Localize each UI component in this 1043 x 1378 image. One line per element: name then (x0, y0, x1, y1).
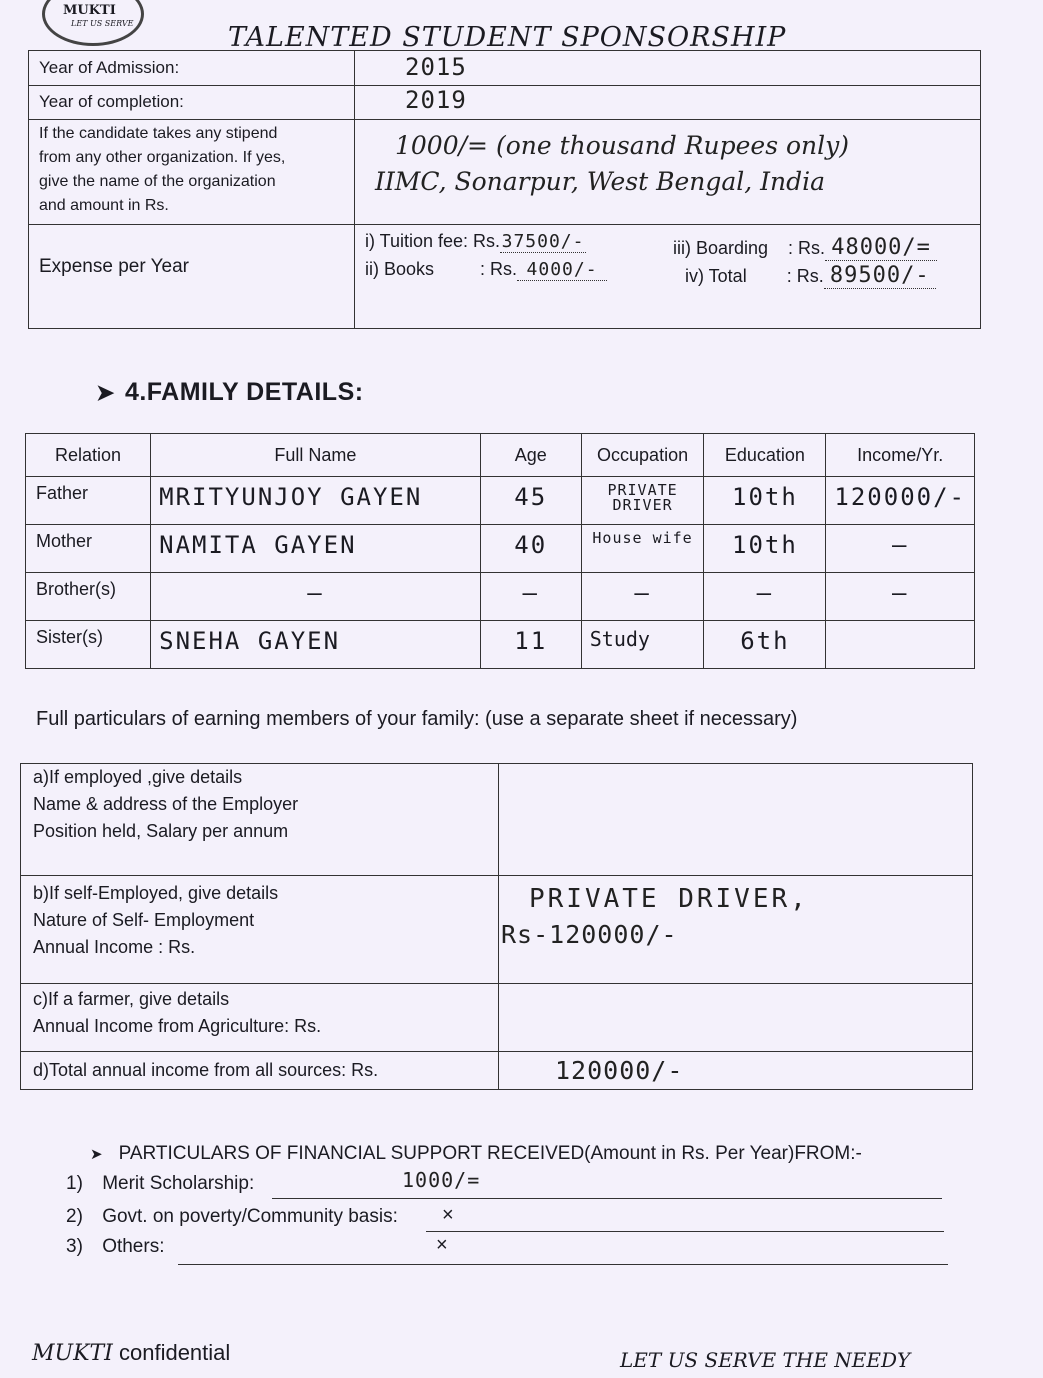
item-number: 2) (66, 1206, 83, 1227)
total-label: iv) Total (685, 266, 747, 286)
occupation-cell: Study (581, 621, 704, 669)
self-employed-label-line: Nature of Self- Employment (33, 910, 255, 930)
stipend-label-line: from any other organization. If yes, (39, 149, 286, 166)
self-employed-nature-value: PRIVATE DRIVER, (529, 884, 809, 914)
others-line (178, 1264, 948, 1265)
total-income-label-cell (21, 1052, 499, 1090)
total-income-value-cell (499, 1052, 973, 1090)
relation-cell: Brother(s) (26, 573, 151, 621)
family-details-heading (96, 378, 364, 407)
boarding-label: iii) Boarding (673, 238, 769, 258)
table-row (26, 621, 975, 669)
table-row (26, 573, 975, 621)
self-employed-income-value: Rs-120000/- (501, 920, 678, 949)
tuition-value: 37500/- (501, 231, 585, 252)
name-cell: SNEHA GAYEN (151, 621, 481, 669)
col-header-age: Age (480, 434, 581, 477)
completion-label: Year of completion: (39, 92, 184, 111)
document-title: TALENTED STUDENT SPONSORSHIP (228, 22, 787, 53)
education-cell: 10th (704, 525, 826, 573)
sponsorship-table (28, 50, 981, 329)
total-prefix: : Rs. (786, 266, 824, 286)
earning-members-caption: Full particulars of earning members of your family: (use a separate sheet if necessary) (36, 708, 798, 730)
farmer-label-cell (21, 984, 499, 1052)
financial-support-heading (90, 1143, 862, 1165)
occupation-cell: — (581, 573, 704, 621)
table-row (26, 477, 975, 525)
footer-confidential-text: confidential (112, 1340, 231, 1365)
age-cell: — (480, 573, 581, 621)
tuition-line (365, 231, 586, 253)
boarding-prefix: : Rs. (788, 238, 826, 258)
table-row (26, 525, 975, 573)
age-cell: 11 (480, 621, 581, 669)
self-employed-label-line: Annual Income : Rs. (33, 937, 196, 957)
boarding-value: 48000/= (825, 235, 937, 261)
col-header-relation: Relation (26, 434, 151, 477)
footer-confidential (32, 1340, 230, 1366)
item-label: Others: (102, 1236, 165, 1257)
relation-cell: Father (26, 477, 151, 525)
farmer-label-line: c)If a farmer, give details (33, 989, 230, 1009)
farmer-label-line: Annual Income from Agriculture: Rs. (33, 1016, 322, 1036)
farmer-value-cell (499, 984, 973, 1052)
stipend-value-line: IIMC, Sonarpur, West Bengal, India (375, 167, 826, 196)
col-header-full-name: Full Name (151, 434, 481, 477)
col-header-occupation: Occupation (581, 434, 704, 477)
name-cell: MRITYUNJOY GAYEN (151, 477, 481, 525)
employed-label-cell (21, 764, 499, 876)
relation-cell: Mother (26, 525, 151, 573)
govt-support-row (66, 1206, 398, 1228)
books-label: ii) Books (365, 259, 435, 279)
item-number: 3) (66, 1236, 83, 1257)
total-line (685, 263, 936, 289)
income-cell (826, 621, 975, 669)
stipend-label (29, 120, 354, 224)
name-cell: NAMITA GAYEN (151, 525, 481, 573)
merit-scholarship-value: 1000/= (402, 1168, 481, 1192)
mukti-logo (42, 0, 144, 46)
age-cell: 40 (480, 525, 581, 573)
family-table (25, 433, 975, 669)
education-cell: 10th (704, 477, 826, 525)
age-cell: 45 (480, 477, 581, 525)
merit-scholarship-line (272, 1198, 942, 1199)
income-cell: 120000/- (826, 477, 975, 525)
stipend-label-line: If the candidate takes any stipend (39, 125, 278, 142)
stipend-label-line: give the name of the organization (39, 173, 276, 190)
item-label: Govt. on poverty/Community basis: (102, 1206, 398, 1227)
expense-values-cell (355, 225, 981, 329)
total-income-label: d)Total annual income from all sources: Rs. (33, 1060, 379, 1080)
stipend-label-line: and amount in Rs. (39, 197, 169, 214)
tuition-label: i) Tuition fee: Rs. (365, 231, 501, 251)
books-prefix: : Rs. (480, 259, 518, 279)
others-value: × (436, 1234, 448, 1256)
total-income-value: 120000/- (555, 1056, 684, 1085)
boarding-line (673, 235, 937, 261)
admission-value-cell (355, 51, 981, 86)
logo-tagline: LET US SERVE (71, 19, 134, 28)
expense-label: Expense per Year (39, 256, 190, 277)
family-heading-text: 4.FAMILY DETAILS: (124, 378, 364, 406)
relation-cell: Sister(s) (26, 621, 151, 669)
admission-value: 2015 (405, 53, 467, 81)
employed-value-cell (499, 764, 973, 876)
completion-value: 2019 (405, 86, 467, 114)
earning-table (20, 763, 973, 1090)
total-value: 89500/- (824, 263, 936, 289)
arrow-bullet-icon: ➤ (96, 380, 115, 405)
expense-label-cell (29, 225, 355, 329)
item-label: Merit Scholarship: (102, 1173, 255, 1194)
books-line (365, 259, 607, 281)
name-cell: — (151, 573, 481, 621)
stipend-value-cell (355, 120, 981, 225)
admission-label: Year of Admission: (39, 58, 180, 77)
income-cell: — (826, 525, 975, 573)
item-number: 1) (66, 1173, 83, 1194)
education-cell: 6th (704, 621, 826, 669)
income-cell: — (826, 573, 975, 621)
stipend-label-cell (29, 120, 355, 225)
occupation-cell: House wife (581, 525, 704, 573)
employed-label-line: Name & address of the Employer (33, 794, 299, 814)
education-cell: — (704, 573, 826, 621)
books-value: 4000/- (517, 259, 607, 281)
arrow-bullet-icon: ➤ (90, 1146, 103, 1163)
completion-value-cell (355, 86, 981, 120)
stipend-value-line: 1000/= (one thousand Rupees only) (395, 131, 849, 160)
col-header-income: Income/Yr. (826, 434, 975, 477)
footer-brand: MUKTI (32, 1341, 113, 1366)
admission-label-cell (29, 51, 355, 86)
merit-scholarship-row (66, 1173, 254, 1195)
financial-heading-text: PARTICULARS OF FINANCIAL SUPPORT RECEIVED(Amount in Rs. Per Year)FROM:- (118, 1143, 862, 1164)
self-employed-label-cell (21, 876, 499, 984)
employed-label-line: Position held, Salary per annum (33, 821, 289, 841)
govt-support-value: × (442, 1204, 454, 1226)
occupation-cell: PRIVATE DRIVER (581, 477, 704, 525)
others-row (66, 1236, 165, 1258)
footer-slogan: LET US SERVE THE NEEDY (620, 1348, 911, 1372)
col-header-education: Education (704, 434, 826, 477)
employed-label-line: a)If employed ,give details (33, 767, 243, 787)
completion-label-cell (29, 86, 355, 120)
logo-text: MUKTI (63, 3, 116, 18)
self-employed-label-line: b)If self-Employed, give details (33, 883, 279, 903)
self-employed-value-cell (499, 876, 973, 984)
govt-support-line (426, 1231, 944, 1232)
